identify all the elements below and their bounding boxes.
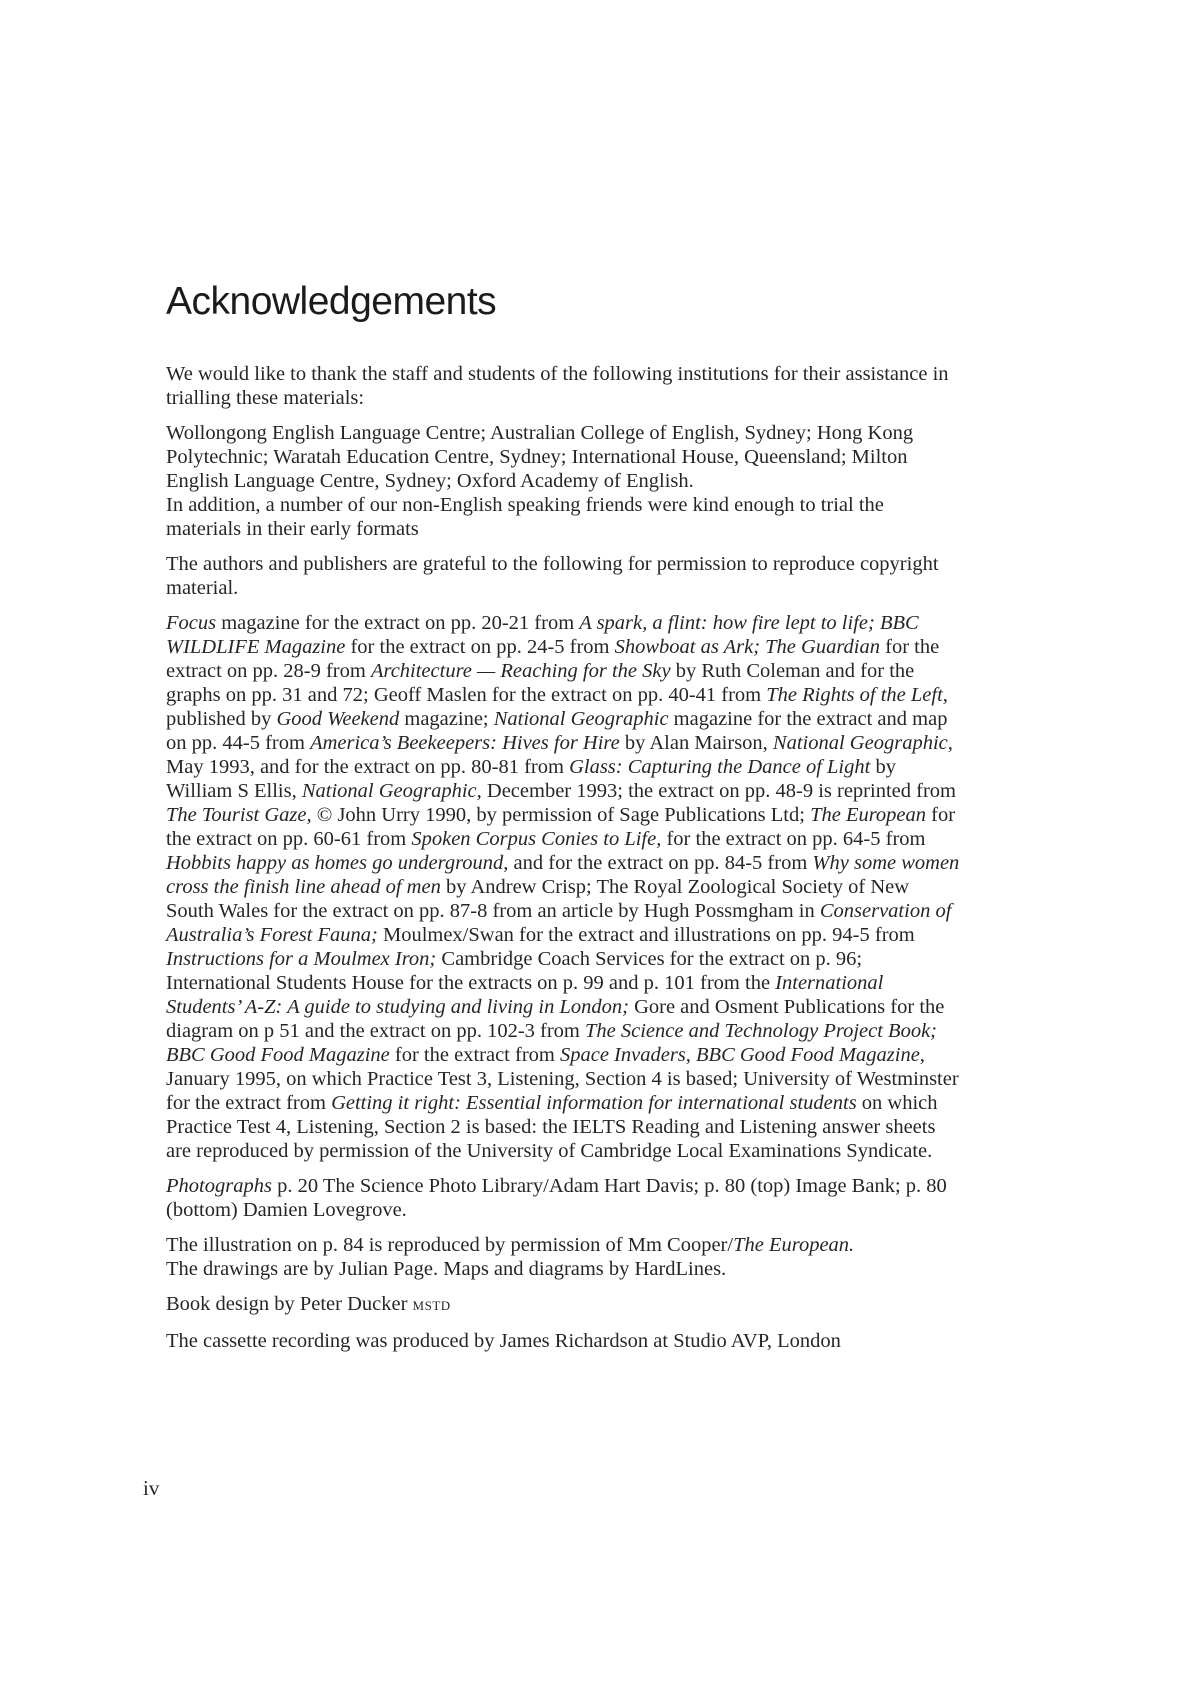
text-run: English Language Centre, Sydney; Oxford Academy of English. (166, 470, 694, 492)
italic-title: Instructions for a Moulmex Iron; (166, 948, 437, 970)
text-line (166, 779, 1034, 803)
text-run: Practice Test 4, Listening, Section 2 is based: the IELTS Reading and Listening answer sheets (166, 1116, 936, 1138)
italic-title: WILDLIFE Magazine (166, 636, 346, 658)
text-run: material. (166, 577, 239, 599)
text-line (166, 517, 1034, 541)
text-line (166, 1115, 1034, 1139)
paragraph-cassette (166, 1329, 1034, 1353)
italic-title: BBC Good Food Magazine (166, 1044, 390, 1066)
italic-title: The Tourist Gaze, (166, 804, 312, 826)
text-line (166, 1198, 1034, 1222)
text-run: p. 20 The Science Photo Library/Adam Hart Davis; p. 80 (top) Image Bank; p. 80 (271, 1175, 947, 1197)
text-run: magazine for the extract on pp. 20-21 from (216, 612, 580, 634)
text-run: for (926, 804, 956, 826)
text-line (166, 611, 1034, 635)
text-run: the extract on pp. 60-61 from (166, 828, 412, 850)
text-line (166, 421, 1034, 445)
text-run: and for the extract on pp. 84-5 from (508, 852, 813, 874)
text-run: In addition, a number of our non-English speaking friends were kind enough to trial the (166, 494, 884, 516)
small-caps-text: MSTD (412, 1298, 451, 1313)
text-line (166, 1292, 1034, 1318)
text-run: The cassette recording was produced by James Richardson at Studio AVP, London (166, 1330, 841, 1352)
italic-title: National Geographic (493, 708, 669, 730)
italic-title: Spoken Corpus Conies to Life, (411, 828, 662, 850)
italic-title: America’s Beekeepers: Hives for Hire (310, 732, 620, 754)
text-run: by Alan Mairson, (619, 732, 773, 754)
text-run: magazine for the extract and map (668, 708, 948, 730)
text-line (166, 1233, 1034, 1257)
text-run: International Students House for the extracts on p. 99 and p. 101 from the (166, 972, 776, 994)
italic-title: Why some women (812, 852, 960, 874)
italic-title: Good Weekend (276, 708, 400, 730)
text-run: published by (166, 708, 277, 730)
italic-title: The Rights of the Left, (766, 684, 948, 706)
text-run: graphs on pp. 31 and 72; Geoff Maslen for the extract on pp. 40-41 from (166, 684, 767, 706)
text-line (166, 635, 1034, 659)
italic-title: Focus (166, 612, 217, 634)
text-run: for the extract from (166, 1092, 332, 1114)
text-line (166, 731, 1034, 755)
text-line (166, 469, 1034, 493)
text-line (166, 851, 1034, 875)
text-line (166, 803, 1034, 827)
paragraph-photographs (166, 1174, 1034, 1222)
text-run: William S Ellis, (166, 780, 302, 802)
page-number: iv (143, 1476, 160, 1500)
italic-title: cross the finish line ahead of men (166, 876, 441, 898)
text-run: © John Urry 1990, by permission of Sage Publications Ltd; (311, 804, 811, 826)
italic-title: National Geographic, (301, 780, 482, 802)
paragraph-illustration-credits (166, 1233, 1034, 1281)
text-line (166, 1019, 1034, 1043)
paragraph-permission-intro (166, 552, 1034, 600)
text-run: The authors and publishers are grateful to the following for permission to reproduce copyright (166, 553, 939, 575)
text-run: May 1993, and for the extract on pp. 80-81 from (166, 756, 570, 778)
text-run: by Andrew Crisp; The Royal Zoological Society of New (440, 876, 910, 898)
italic-title: Students’ A-Z: A guide to studying and living in London; (166, 996, 629, 1018)
text-line (166, 659, 1034, 683)
text-run: We would like to thank the staff and students of the following institutions for their assistance in (166, 363, 949, 385)
page-title: Acknowledgements (166, 280, 497, 323)
text-run: for the extract on pp. 24-5 from (345, 636, 615, 658)
text-run: Book design by Peter Ducker (166, 1293, 413, 1315)
text-run: on pp. 44-5 from (166, 732, 311, 754)
text-run: on which (856, 1092, 938, 1114)
text-line (166, 707, 1034, 731)
italic-title: Hobbits happy as homes go underground, (166, 852, 509, 874)
text-run: January 1995, on which Practice Test 3, Listening, Section 4 is based; University of Westminster (166, 1068, 959, 1090)
italic-title: Glass: Capturing the Dance of Light (569, 756, 871, 778)
text-run: for the extract from (389, 1044, 560, 1066)
text-line (166, 445, 1034, 469)
italic-title: International (775, 972, 884, 994)
text-run: December 1993; the extract on pp. 48-9 is reprinted from (481, 780, 956, 802)
text-run: magazine; (399, 708, 494, 730)
text-run: (bottom) Damien Lovegrove. (166, 1199, 407, 1221)
acknowledgements-body (166, 362, 1034, 1364)
italic-title: Conservation of (819, 900, 952, 922)
text-run: The illustration on p. 84 is reproduced by permission of Mm Cooper/ (166, 1234, 734, 1256)
text-run: South Wales for the extract on pp. 87-8 from an article by Hugh Possmgham in (166, 900, 820, 922)
text-line (166, 386, 1034, 410)
text-run: Polytechnic; Waratah Education Centre, Sydney; International House, Queensland; Milton (166, 446, 908, 468)
italic-title: National Geographic, (772, 732, 953, 754)
text-line (166, 1043, 1034, 1067)
paragraph-institutions (166, 421, 1034, 541)
text-line (166, 362, 1034, 386)
text-run: are reproduced by permission of the University of Cambridge Local Examinations Syndicate. (166, 1140, 933, 1162)
italic-title: The Science and Technology Project Book; (585, 1020, 938, 1042)
text-run: Wollongong English Language Centre; Australian College of English, Sydney; Hong Kong (166, 422, 914, 444)
text-run: Moulmex/Swan for the extract and illustrations on pp. 94-5 from (377, 924, 915, 946)
text-line (166, 899, 1034, 923)
text-line (166, 493, 1034, 517)
italic-title: The European. (733, 1234, 855, 1256)
italic-title: Australia’s Forest Fauna; (166, 924, 378, 946)
text-run: diagram on p 51 and the extract on pp. 102-3 from (166, 1020, 585, 1042)
text-line (166, 1067, 1034, 1091)
text-run: The drawings are by Julian Page. Maps and diagrams by HardLines. (166, 1258, 727, 1280)
italic-title: Showboat as Ark; The Guardian (614, 636, 880, 658)
italic-title: Space Invaders, BBC Good Food Magazine, (559, 1044, 925, 1066)
text-run: trialling these materials: (166, 387, 365, 409)
text-line (166, 923, 1034, 947)
text-run: by Ruth Coleman and for the (670, 660, 915, 682)
paragraph-book-design (166, 1292, 1034, 1318)
text-line (166, 971, 1034, 995)
text-line (166, 576, 1034, 600)
italic-title: Architecture — Reaching for the Sky (370, 660, 671, 682)
text-run: extract on pp. 28-9 from (166, 660, 371, 682)
text-run: materials in their early formats (166, 518, 419, 540)
text-line (166, 875, 1034, 899)
text-line (166, 1329, 1034, 1353)
text-line (166, 755, 1034, 779)
text-line (166, 1139, 1034, 1163)
text-line (166, 1257, 1034, 1281)
paragraph-sources (166, 611, 1034, 1163)
text-run: for the (880, 636, 940, 658)
text-run: by (870, 756, 896, 778)
text-run: Gore and Osment Publications for the (628, 996, 945, 1018)
text-line (166, 995, 1034, 1019)
text-line (166, 1174, 1034, 1198)
italic-title: Getting it right: Essential information for international students (331, 1092, 857, 1114)
text-line (166, 1091, 1034, 1115)
paragraph-thanks-staff (166, 362, 1034, 410)
text-line (166, 947, 1034, 971)
text-run: Cambridge Coach Services for the extract on p. 96; (436, 948, 863, 970)
text-line (166, 683, 1034, 707)
text-line (166, 827, 1034, 851)
text-line (166, 552, 1034, 576)
text-run: for the extract on pp. 64-5 from (661, 828, 926, 850)
italic-title: Photographs (166, 1175, 272, 1197)
italic-title: The European (810, 804, 927, 826)
italic-title: A spark, a flint: how fire lept to life; BBC (579, 612, 919, 634)
